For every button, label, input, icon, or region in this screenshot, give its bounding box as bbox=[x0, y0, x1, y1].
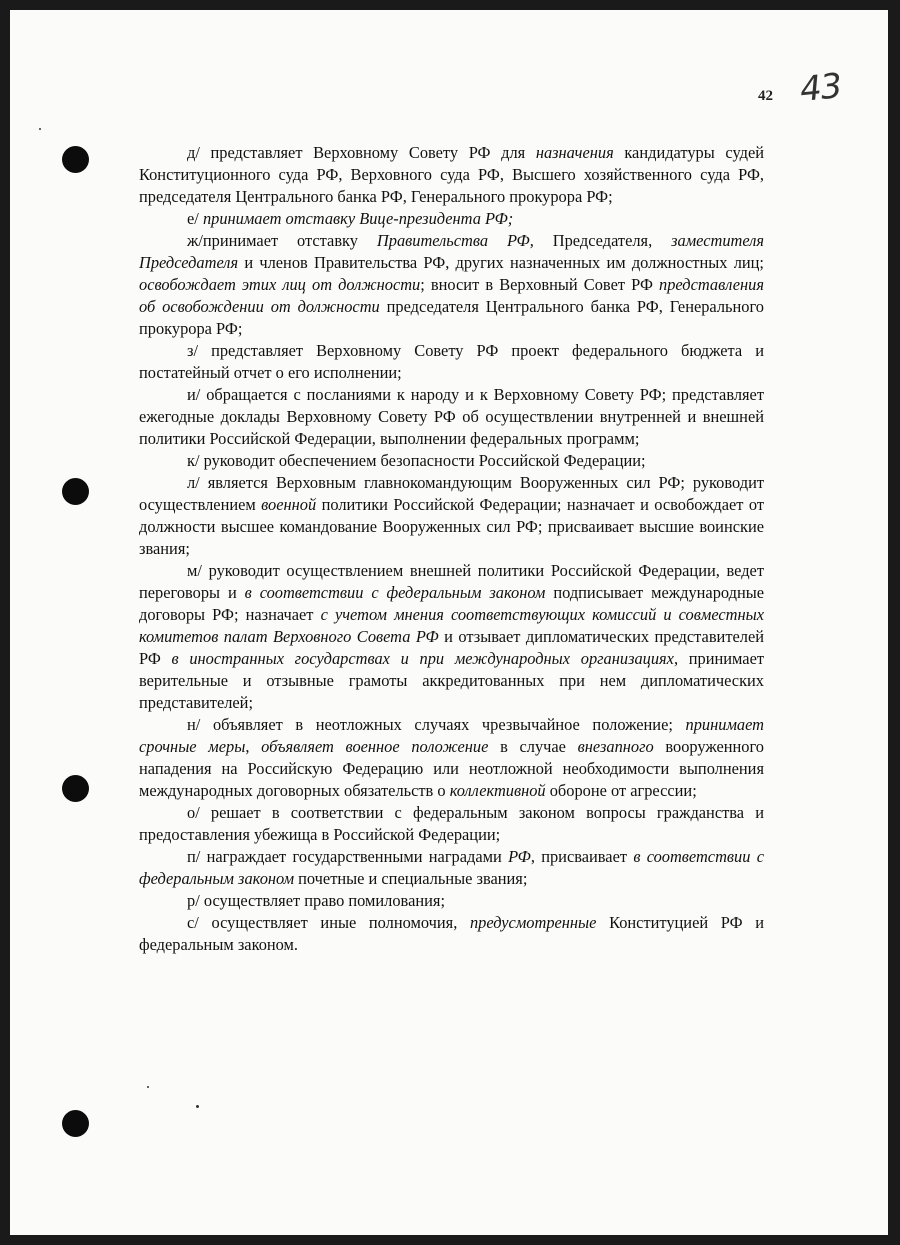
text-run: о/ решает в соответствии с федеральным законом вопросы гражданства и предоставления убежища в Российской Федерации; bbox=[139, 803, 764, 844]
text-run: председателя Центрального банка РФ, Генерального прокурора РФ; bbox=[139, 297, 764, 338]
article-item bbox=[139, 230, 764, 340]
article-item bbox=[139, 560, 764, 714]
text-run: ; вносит в Верховный Совет РФ bbox=[420, 275, 660, 294]
text-run: подписывает международные договоры РФ; назначает bbox=[139, 583, 765, 624]
punch-hole bbox=[62, 146, 89, 173]
text-run: , принимает верительные и отзывные грамоты аккредитованных при нем дипломатических представителей; bbox=[139, 649, 765, 712]
article-item bbox=[139, 472, 764, 560]
page-number: 42 bbox=[758, 88, 773, 104]
text-run: л/ является Верховным главнокомандующим Вооруженных сил РФ; руководит осуществлением bbox=[139, 473, 764, 514]
text-run: Председателя, bbox=[533, 231, 672, 250]
text-run: м/ руководит осуществлением внешней политики Российской Федерации, ведет переговоры и bbox=[139, 561, 764, 602]
text-run: д/ представляет Верховному Совету РФ для bbox=[187, 143, 536, 162]
scan-speck bbox=[147, 1086, 149, 1088]
italic-text: в соответствии с федеральным законом bbox=[139, 847, 764, 888]
italic-text: в соответствии с федеральным законом bbox=[244, 583, 546, 602]
text-run: Конституцией РФ и федеральным законом. bbox=[139, 913, 764, 954]
italic-text: предусмотренные bbox=[469, 913, 597, 932]
text-run: з/ представляет Верховному Совету РФ проект федерального бюджета и постатейный отчет о его исполнении; bbox=[139, 341, 764, 382]
punch-hole bbox=[62, 775, 89, 802]
article-item bbox=[139, 384, 764, 450]
text-run: , bbox=[245, 737, 262, 756]
handwritten-archive-number: 43 bbox=[798, 65, 844, 111]
article-item bbox=[139, 802, 764, 846]
article-item bbox=[139, 714, 764, 802]
article-item bbox=[139, 890, 764, 912]
italic-text: назначения bbox=[535, 143, 614, 162]
italic-text: освобождает этих лиц от должности bbox=[139, 275, 421, 294]
text-run: с/ осуществляет иные полномочия, bbox=[187, 913, 470, 932]
italic-text: военной bbox=[261, 495, 317, 514]
article-item bbox=[139, 340, 764, 384]
text-run: политики Российской Федерации; назначает и освобождает от должности высшее командование Вооруженных сил РФ; присваивает высшие воинские звания; bbox=[139, 495, 764, 558]
italic-text: представления об освобождении от должности bbox=[139, 275, 764, 316]
text-run: ж/принимает отставку bbox=[187, 231, 377, 250]
text-run: и/ обращается с посланиями к народу и к Верховному Совету РФ; представляет ежегодные доклады Верховному Совету РФ об осуществлении внутренней и внешней политики Российской Федерации, выполнении федеральных программ; bbox=[139, 385, 764, 448]
article-item bbox=[139, 912, 764, 956]
text-run: и отзывает дипломатических представителей РФ bbox=[139, 627, 764, 668]
punch-hole bbox=[62, 478, 89, 505]
italic-text: РФ bbox=[508, 847, 531, 866]
text-run: почетные и специальные звания; bbox=[294, 869, 528, 888]
article-item bbox=[139, 846, 764, 890]
scan-speck bbox=[196, 1105, 199, 1108]
text-run: кандидатуры судей Конституционного суда РФ, Верховного суда РФ, Высшего хозяйственного суда РФ, председателя Центрального банка РФ, Генерального прокурора РФ; bbox=[139, 143, 764, 206]
article-item bbox=[139, 142, 764, 208]
punch-hole bbox=[62, 1110, 89, 1137]
italic-text: заместителя Председателя bbox=[139, 231, 764, 272]
text-run: е/ bbox=[187, 209, 203, 228]
document-page bbox=[10, 10, 888, 1235]
italic-text: с учетом мнения соответствующих комиссий и совместных комитетов палат Верховного Совета РФ bbox=[139, 605, 764, 646]
text-run: и членов Правительства РФ, других назначенных им должностных лиц; bbox=[238, 253, 764, 272]
text-run: н/ объявляет в неотложных случаях чрезвычайное положение; bbox=[187, 715, 686, 734]
italic-text: принимает отставку Вице-президента РФ; bbox=[202, 209, 514, 228]
text-run: к/ руководит обеспечением безопасности Российской Федерации; bbox=[187, 451, 646, 470]
text-run: п/ награждает государственными наградами bbox=[187, 847, 509, 866]
document-body bbox=[139, 142, 764, 956]
text-run: , присваивает bbox=[530, 847, 634, 866]
text-run: обороне от агрессии; bbox=[545, 781, 697, 800]
italic-text: объявляет военное положение bbox=[261, 737, 489, 756]
text-run: р/ осуществляет право помилования; bbox=[187, 891, 445, 910]
article-item bbox=[139, 208, 764, 230]
italic-text: внезапного bbox=[577, 737, 654, 756]
article-item bbox=[139, 450, 764, 472]
italic-text: принимает срочные меры bbox=[139, 715, 764, 756]
italic-text: Правительства РФ, bbox=[376, 231, 534, 250]
italic-text: коллективной bbox=[449, 781, 546, 800]
text-run: вооруженного нападения на Российскую Федерацию или неотложной необходимости выполнения международных договорных обязательств о bbox=[139, 737, 764, 800]
scan-speck bbox=[39, 128, 41, 130]
text-run: в случае bbox=[488, 737, 578, 756]
italic-text: в иностранных государствах и при международных организациях bbox=[171, 649, 674, 668]
